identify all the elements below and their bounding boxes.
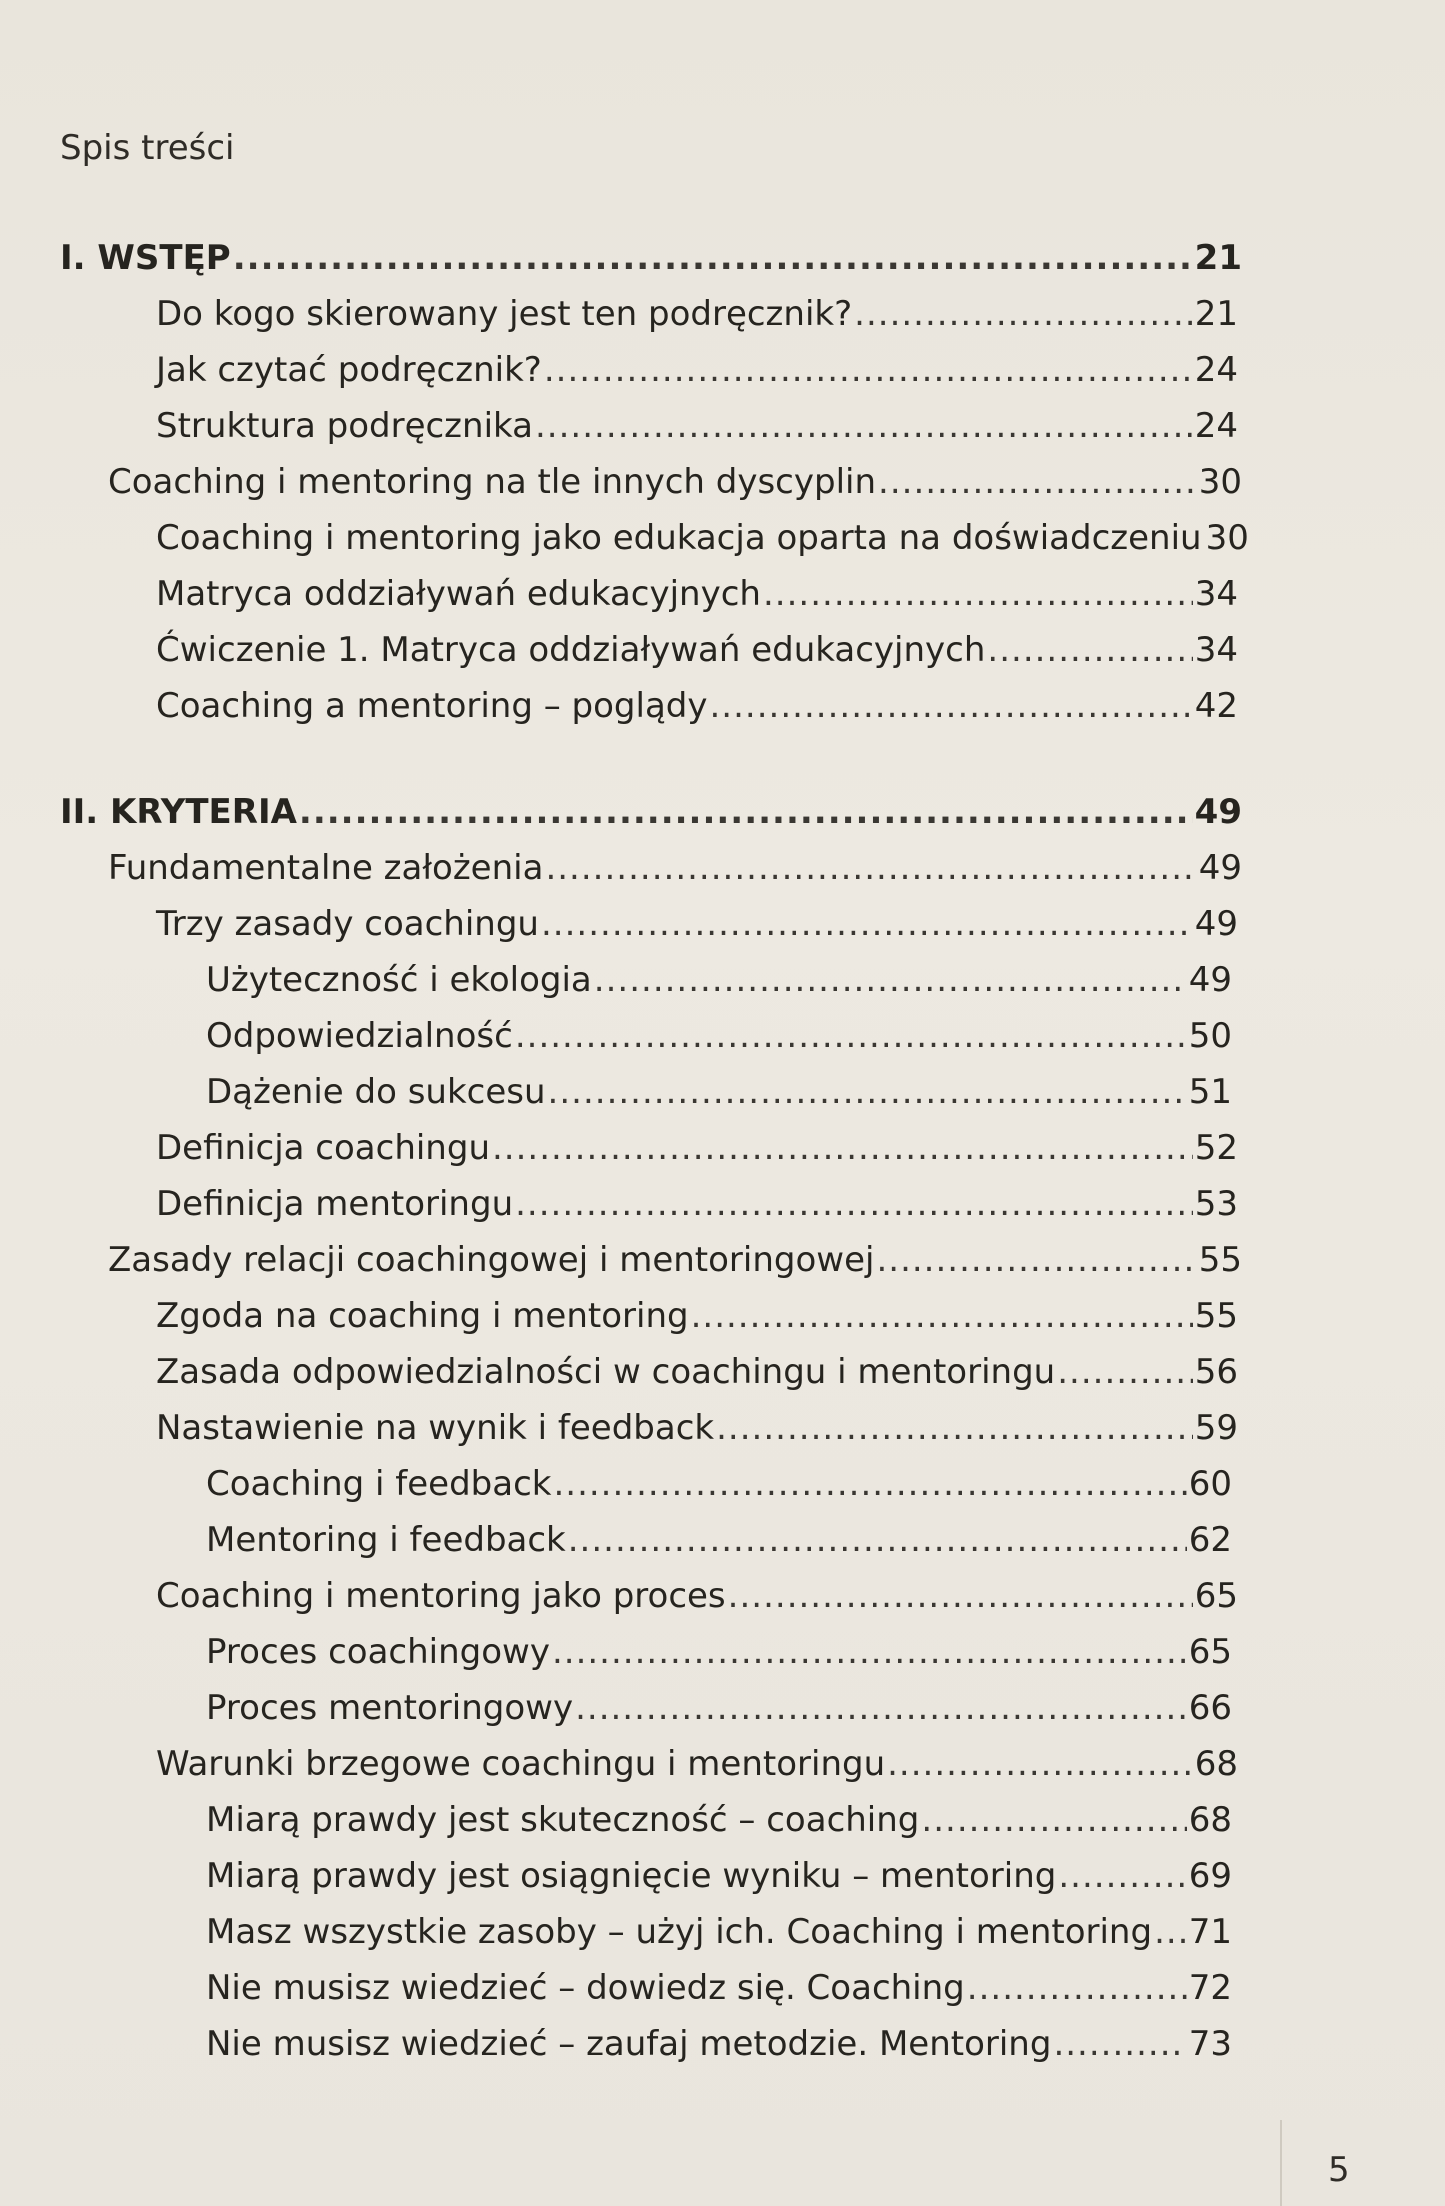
toc-entry-page: 49 xyxy=(1194,792,1242,832)
toc-leader-dots xyxy=(553,1462,1186,1506)
toc-entry xyxy=(206,1854,1232,1898)
toc-entry-page: 30 xyxy=(1198,462,1242,502)
toc-chapter-entry xyxy=(60,790,1242,834)
toc-entry xyxy=(206,2022,1232,2066)
toc-entry xyxy=(156,572,1238,616)
toc-leader-dots xyxy=(691,1294,1193,1338)
toc-leader-dots xyxy=(515,1014,1187,1058)
toc-entry-page: 49 xyxy=(1188,960,1232,1000)
toc-entry-page: 72 xyxy=(1188,1968,1232,2008)
toc-entry-page: 59 xyxy=(1194,1408,1238,1448)
toc-entry-page: 24 xyxy=(1194,350,1238,390)
toc-entry-page: 21 xyxy=(1194,238,1242,278)
toc-entry-page: 66 xyxy=(1188,1688,1232,1728)
toc-entry-page: 52 xyxy=(1194,1128,1238,1168)
toc-leader-dots xyxy=(876,1238,1196,1282)
toc-leader-dots xyxy=(967,1966,1187,2010)
toc-entry xyxy=(156,1350,1238,1394)
toc-entry xyxy=(108,1238,1242,1282)
toc-entry-title: Definicja coachingu xyxy=(156,1128,490,1168)
toc-entry xyxy=(156,1126,1238,1170)
toc-entry-page: 71 xyxy=(1188,1912,1232,1952)
toc-entry-title: II. KRYTERIA xyxy=(60,792,297,832)
toc-entry xyxy=(206,1518,1232,1562)
toc-entry xyxy=(206,1070,1232,1114)
toc-entry-page: 68 xyxy=(1188,1800,1232,1840)
toc-leader-dots xyxy=(1154,1910,1187,1954)
toc-leader-dots xyxy=(541,902,1193,946)
toc-entry-page: 21 xyxy=(1194,294,1238,334)
toc-entry-title: Coaching i mentoring na tle innych dyscyplin xyxy=(108,462,877,502)
toc-entry xyxy=(156,292,1238,336)
toc-entry-title: Definicja mentoringu xyxy=(156,1184,514,1224)
toc-leader-dots xyxy=(552,1630,1187,1674)
toc-entry xyxy=(156,1294,1238,1338)
toc-entry xyxy=(206,1686,1232,1730)
toc-entry-page: 50 xyxy=(1188,1016,1232,1056)
toc-entry-title: Nie musisz wiedzieć – zaufaj metodzie. Mentoring xyxy=(206,2024,1052,2064)
toc-entry-page: 49 xyxy=(1198,848,1242,888)
toc-entry xyxy=(206,1798,1232,1842)
toc-entry-title: Coaching a mentoring – poglądy xyxy=(156,686,708,726)
toc-leader-dots xyxy=(887,1742,1193,1786)
toc-entry-page: 53 xyxy=(1194,1184,1238,1224)
toc-leader-dots xyxy=(710,684,1193,728)
toc-entry-title: Proces coachingowy xyxy=(206,1632,550,1672)
toc-leader-dots xyxy=(548,1070,1187,1114)
toc-entry xyxy=(156,1574,1238,1618)
toc-entry-title: Coaching i feedback xyxy=(206,1464,552,1504)
toc-entry-title: Proces mentoringowy xyxy=(206,1688,574,1728)
toc-entry xyxy=(156,516,1249,560)
toc-entry xyxy=(156,1406,1238,1450)
toc-leader-dots xyxy=(1053,2022,1186,2066)
toc-entry-title: Trzy zasady coachingu xyxy=(156,904,539,944)
toc-leader-dots xyxy=(492,1126,1193,1170)
toc-entry-title: Mentoring i feedback xyxy=(206,1520,566,1560)
toc-leader-dots xyxy=(515,1182,1193,1226)
toc-entry-page: 55 xyxy=(1198,1240,1242,1280)
toc-leader-dots xyxy=(728,1574,1193,1618)
toc-entry-title: Dążenie do sukcesu xyxy=(206,1072,546,1112)
toc-leader-dots xyxy=(921,1798,1186,1842)
toc-entry xyxy=(156,628,1238,672)
toc-entry-title: Miarą prawdy jest osiągnięcie wyniku – mentoring xyxy=(206,1856,1057,1896)
toc-leader-dots xyxy=(1057,1350,1193,1394)
toc-entry xyxy=(156,902,1238,946)
toc-entry-title: Matryca oddziaływań edukacyjnych xyxy=(156,574,761,614)
toc-entry xyxy=(156,348,1238,392)
toc-entry-page: 65 xyxy=(1194,1576,1238,1616)
toc-entry xyxy=(108,460,1242,504)
toc-leader-dots xyxy=(535,404,1193,448)
toc-entry xyxy=(156,684,1238,728)
toc-entry xyxy=(156,404,1238,448)
toc-entry xyxy=(206,1462,1232,1506)
toc-entry-page: 73 xyxy=(1188,2024,1232,2064)
toc-entry-title: Coaching i mentoring jako proces xyxy=(156,1576,726,1616)
toc-entry-page: 34 xyxy=(1194,574,1238,614)
toc-entry-title: Jak czytać podręcznik? xyxy=(156,350,542,390)
toc-leader-dots xyxy=(716,1406,1193,1450)
toc-leader-dots xyxy=(594,958,1187,1002)
toc-entry-title: Zgoda na coaching i mentoring xyxy=(156,1296,689,1336)
toc-entry-page: 69 xyxy=(1188,1856,1232,1896)
toc-entry-title: Zasady relacji coachingowej i mentoringowej xyxy=(108,1240,875,1280)
toc-entry xyxy=(156,1742,1238,1786)
toc-entry-title: Użyteczność i ekologia xyxy=(206,960,592,1000)
toc-entry-title: Zasada odpowiedzialności w coachingu i mentoringu xyxy=(156,1352,1056,1392)
page-number: 5 xyxy=(1328,2150,1350,2190)
toc-leader-dots xyxy=(763,572,1193,616)
toc-entry-page: 56 xyxy=(1194,1352,1238,1392)
toc-entry-page: 62 xyxy=(1188,1520,1232,1560)
toc-entry-title: Miarą prawdy jest skuteczność – coaching xyxy=(206,1800,920,1840)
toc-leader-dots xyxy=(987,628,1192,672)
toc-chapter-entry xyxy=(60,236,1242,280)
toc-entry xyxy=(206,1966,1232,2010)
toc-entry xyxy=(156,1182,1238,1226)
toc-leader-dots xyxy=(568,1518,1187,1562)
toc-leader-dots xyxy=(545,846,1196,890)
toc-leader-dots xyxy=(233,236,1193,280)
toc-entry-title: Masz wszystkie zasoby – użyj ich. Coaching i mentoring xyxy=(206,1912,1153,1952)
toc-entry xyxy=(206,958,1232,1002)
toc-entry-page: 42 xyxy=(1194,686,1238,726)
toc-entry-title: Nastawienie na wynik i feedback xyxy=(156,1408,715,1448)
toc-entry-page: 68 xyxy=(1194,1744,1238,1784)
page-title: Spis treści xyxy=(60,128,235,168)
toc-entry-title: Nie musisz wiedzieć – dowiedz się. Coaching xyxy=(206,1968,965,2008)
toc-leader-dots xyxy=(299,790,1193,834)
toc-entry-title: Fundamentalne założenia xyxy=(108,848,544,888)
toc-entry-title: Struktura podręcznika xyxy=(156,406,533,446)
toc-entry xyxy=(206,1630,1232,1674)
toc-entry-page: 55 xyxy=(1194,1296,1238,1336)
toc-leader-dots xyxy=(544,348,1193,392)
toc-entry-page: 51 xyxy=(1188,1072,1232,1112)
toc-entry-title: Do kogo skierowany jest ten podręcznik? xyxy=(156,294,853,334)
toc-entry-title: I. WSTĘP xyxy=(60,238,231,278)
toc-leader-dots xyxy=(854,292,1193,336)
toc-entry-title: Ćwiczenie 1. Matryca oddziaływań edukacyjnych xyxy=(156,630,986,670)
toc-entry-title: Odpowiedzialność xyxy=(206,1016,513,1056)
toc-entry-title: Warunki brzegowe coachingu i mentoringu xyxy=(156,1744,886,1784)
toc-entry-page: 34 xyxy=(1194,630,1238,670)
toc-entry-page: 65 xyxy=(1188,1632,1232,1672)
toc-entry xyxy=(206,1014,1232,1058)
toc-leader-dots xyxy=(878,460,1197,504)
toc-entry-page: 24 xyxy=(1194,406,1238,446)
toc-entry-page: 60 xyxy=(1188,1464,1232,1504)
toc-entry xyxy=(206,1910,1232,1954)
gutter-divider xyxy=(1280,2120,1282,2206)
toc-leader-dots xyxy=(1058,1854,1186,1898)
toc-entry-title: Coaching i mentoring jako edukacja oparta na doświadczeniu xyxy=(156,518,1202,558)
toc-entry-page: 49 xyxy=(1194,904,1238,944)
toc-entry-page: 30 xyxy=(1205,518,1249,558)
toc-entry xyxy=(108,846,1242,890)
toc-leader-dots xyxy=(575,1686,1187,1730)
